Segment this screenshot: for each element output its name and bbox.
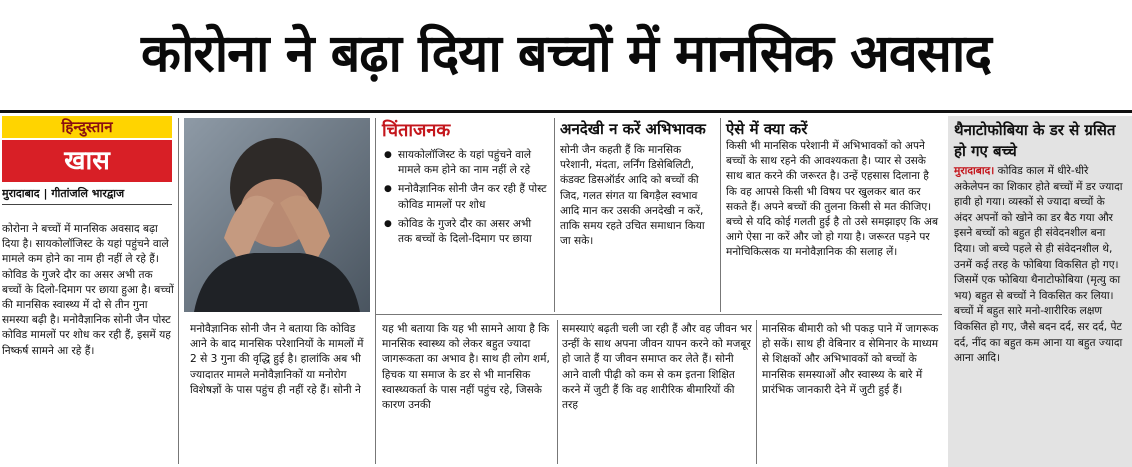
divider xyxy=(375,118,376,464)
byline-location: मुरादाबाद xyxy=(2,187,40,200)
sidebar-body: कोविड काल में धीरे-धीरे अकेलेपन का शिकार होते बच्चों में डर ज्यादा हावी हो गया। व्यस्कों से ज्यादा बच्चों के अंदर अपनों को खोने का डर बैठ गया और इसने बच्चों को बहुत ही संवेदनशील बना दिया। जो बच्चे पहले से ही संवेदनशील थे, उनमें कई तरह के फोबिया विकसित हो गए। जिसमें एक फोबिया थैनाटोफोबिया (मृत्यु का भय) बहुत से बच्चों ने विकसित कर लिया। बच्चों में बहुत सारे मनो-शारीरिक लक्षण विकसित हो गए, जैसे बदन दर्द, सर दर्द, पेट दर्द, नींद का बहुत कम आना या बहुत ज्यादा आना आदि। xyxy=(954,165,1123,365)
divider xyxy=(554,118,555,312)
divider xyxy=(557,320,558,464)
brand-badge xyxy=(2,116,172,182)
byline xyxy=(2,186,172,205)
column-1-text: कोरोना ने बच्चों में मानसिक अवसाद बढ़ा दिया है। सायकोलॉजिस्ट के यहां पहुंचने वाले मामले कम होने का नाम ही नहीं ले रहे हैं। कोविड के गुजरे दौर का असर अभी तक बच्चों के दिलो-दिमाग पर छाया हुआ है। बच्चों की मानसिक स्वास्थ्य में दो से तीन गुना समस्या बढ़ी है। मनोवैज्ञानिक सोनी जैन पोस्ट कोविड मामलों पर शोध कर रही हैं, इसमें यह निष्कर्ष सामने आ रहे हैं। xyxy=(2,223,174,357)
sidebar-thanatophobia xyxy=(948,116,1132,467)
column-5-text: मानसिक बीमारी को भी पकड़ पाने में जागरूक हो सकें। साथ ही वेबिनार व सेमिनार के माध्यम से शिक्षकों और अभिभावकों को बच्चों के मानसिक समस्याओं और स्वास्थ्य के बारे में प्रारंभिक जानकारी देने में जुटी हुई हैं। xyxy=(762,323,939,396)
column-2-text: मनोवैज्ञानिक सोनी जैन ने बताया कि कोविड आने के बाद मानसिक परेशानियों के मामलों में 2 से 3 गुना की वृद्धि हुई है। हालांकि अब भी ज्यादातर मामले मनोवैज्ञानिकों या मनोरोग विशेषज्ञों के पास पहुंच ही नहीं रहे हैं। सोनी ने xyxy=(190,323,364,396)
box1-heading: चिंताजनक xyxy=(382,120,451,141)
box1-bullet: ● सायकोलॉजिस्ट के यहां पहुंचने वाले मामले कम होने का नाम नहीं ले रहे xyxy=(382,148,548,178)
sidebar-lead: मुरादाबाद। xyxy=(954,165,995,177)
brand-bottom: खास xyxy=(2,140,172,182)
sidebar-heading: थैनाटोफोबिया के डर से ग्रसित हो गए बच्चे xyxy=(954,121,1116,160)
brand-top: हिन्दुस्तान xyxy=(2,116,172,138)
divider xyxy=(720,118,721,312)
box-concerning xyxy=(382,120,548,310)
box1-bullets xyxy=(382,148,548,247)
box1-bullet: ● मनोवैज्ञानिक सोनी जैन कर रही हैं पोस्ट कोविड मामलों पर शोध xyxy=(382,182,548,212)
byline-author: गीतांजलि भारद्वाज xyxy=(51,187,125,200)
box-what-to-do xyxy=(726,120,940,310)
byline-separator: | xyxy=(43,187,48,200)
box3-text: किसी भी मानसिक परेशानी में अभिभावकों को अपने बच्चों के साथ रहने की आवश्यकता है। प्यार से उसके साथ बात करने की जरूरत है। उन्हें एहसास दिलाना है कि वह आपसे किसी भी विषय पर खुलकर बात कर सकते हैं। अपने बच्चों की तुलना किसी से मत कीजिए। बच्चे से यदि कोई गलती हुई है तो उसे समझाइए कि अब आगे ऐसा ना करें और जो हो गया है। जरूरत पड़ने पर मनोचिकित्सक या मनोवैज्ञानिक की सलाह लें। xyxy=(726,140,939,259)
divider xyxy=(178,118,179,464)
top-rule xyxy=(0,110,1132,113)
photo-distressed-child xyxy=(184,118,370,312)
box2-text: सोनी जैन कहती हैं कि मानसिक परेशानी, मंदता, लर्निंग डिसेबिलिटी, कंडक्ट डिसऑर्डर आदि को बच्चों की जिद, गलत संगत या बिगड़ैल स्वभाव आदि मान कर उसकी अनदेखी न करें, ताकि समय रहते उचित समाधान किया जा सके। xyxy=(560,144,705,248)
headline: कोरोना ने बढ़ा दिया बच्चों में मानसिक अवसाद xyxy=(141,24,991,84)
box-bottom-rule xyxy=(376,314,942,315)
box1-bullet: ● कोविड के गुजरे दौर का असर अभी तक बच्चों के दिलो-दिमाग पर छाया xyxy=(382,217,548,247)
divider xyxy=(756,320,757,464)
box3-heading: ऐसे में क्या करें xyxy=(726,120,808,138)
sidebar-text xyxy=(948,164,1132,367)
column-3-text: यह भी बताया कि यह भी सामने आया है कि मानसिक स्वास्थ्य को लेकर बहुत ज्यादा जागरूकता का अभाव है। साथ ही लोग शर्म, हिचक या समाज के डर से भी मानसिक स्वास्थ्यकर्ता के पास नहीं पहुंच रहे, जिसके कारण उनकी xyxy=(382,323,550,412)
box2-heading: अनदेखी न करें अभिभावक xyxy=(560,120,706,138)
box-parents xyxy=(560,120,716,310)
column-4-text: समस्याएं बढ़ती चली जा रही हैं और वह जीवन भर उन्हीं के साथ अपना जीवन यापन करने को मजबूर हो जाते हैं या जीवन समाप्त कर लेते हैं। सोनी आने वाली पीढ़ी को कम से कम इतना शिक्षित करने में जुटी हैं कि वह शारीरिक बीमारियों की तरह xyxy=(562,323,752,412)
